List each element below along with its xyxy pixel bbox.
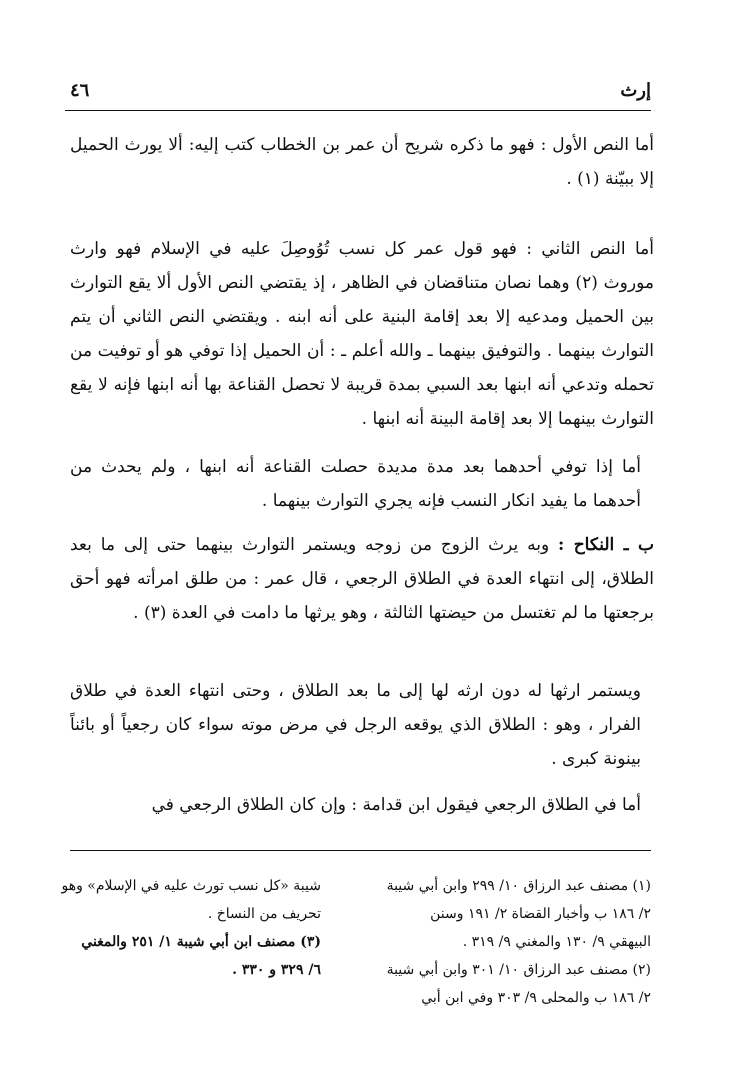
footnote-line: ٦/ ٣٢٩ و ٣٣٠ . [232, 962, 321, 978]
footnote-line: تحريف من النساخ . [207, 906, 321, 922]
footnote-line: ٢/ ١٨٦ ب والمحلى ٩/ ٣٠٣ وفي ابن أبي [421, 990, 651, 1006]
footnote-line: البيهقي ٩/ ١٣٠ والمغني ٩/ ٣١٩ . [462, 934, 651, 950]
running-header-title: إرث [620, 80, 651, 101]
footnote-line: ٢/ ١٨٦ ب وأخبار القضاة ٢/ ١٩١ وسنن [430, 906, 651, 922]
marriage-heading: ب ـ النكاح : [558, 535, 654, 555]
page-number: ٤٦ [70, 80, 90, 101]
footnotes-right-column [336, 872, 651, 1012]
footnote-line: شيبة «كل نسب تورث عليه في الإسلام» وهو [61, 878, 321, 894]
footnote-line: (٢) مصنف عبد الرزاق ١٠/ ٣٠١ وابن أبي شيبة [386, 962, 651, 978]
paragraph-revocable-divorce: أما في الطلاق الرجعي فيقول ابن قدامة : وإن كان الطلاق الرجعي في [151, 795, 641, 815]
paragraph-flight-divorce: ويستمر ارثها له دون ارثه لها إلى ما بعد الطلاق ، وحتى انتهاء العدة في طلاق الفرار ، وهو : الطلاق الذي يوقعه الرجل في مرض موته سواء كان رجعياً أو بائناً بينونة كبرى . [70, 681, 641, 769]
paragraph-marriage [70, 528, 654, 630]
paragraph-first-text: أما النص الأول : فهو ما ذكره شريح أن عمر بن الخطاب كتب إليه: ألا يورث الحميل إلا ببيّنة (١) . [70, 135, 654, 189]
footnote-line: (١) مصنف عبد الرزاق ١٠/ ٢٩٩ وابن أبي شيبة [386, 878, 651, 894]
footnote-line: (٣) مصنف ابن أبي شيبة ١/ ٢٥١ والمغني [81, 934, 321, 950]
paragraph-reconciliation: أما إذا توفي أحدهما بعد مدة مديدة حصلت القناعة أنه ابنها ، ولم يحدث من أحدهما ما يفيد انكار النسب فإنه يجري التوارث بينهما . [70, 457, 641, 511]
marriage-text: وبه يرث الزوج من زوجه ويستمر التوارث بينهما حتى إلى ما بعد الطلاق، إلى انتهاء العدة في الطلاق الرجعي ، قال عمر : من طلق امرأته فهو أحق برجعتها ما لم تغتسل من حيضتها الثالثة ، وهو يرثها ما دامت في العدة (٣) . [70, 535, 654, 623]
footnotes-left-column [61, 872, 321, 984]
paragraph-second-text: أما النص الثاني : فهو قول عمر كل نسب تُوُوصِلَ عليه في الإسلام فهو وارث موروث (٢) وهما نصان متناقضان في الظاهر ، إذ يقتضي النص الأول ألا يقع التوارث بين الحميل ومدعيه إلا بعد إقامة البنية على أنه ابنه . ويقتضي النص الثاني أن يتم التوارث بينهما . والتوفيق بينهما ـ والله أعلم ـ : أن الحميل إذا توفي هو أو توفيت من تحمله وتدعي أنه ابنها بعد السبي بمدة قريبة لا تحصل القناعة بها أنه ابنها فإنه لا يقع التوارث بينهما إلا بعد إقامة البينة أنه ابنها . [70, 239, 654, 429]
footnote-rule [70, 850, 651, 851]
header-rule [65, 110, 651, 111]
